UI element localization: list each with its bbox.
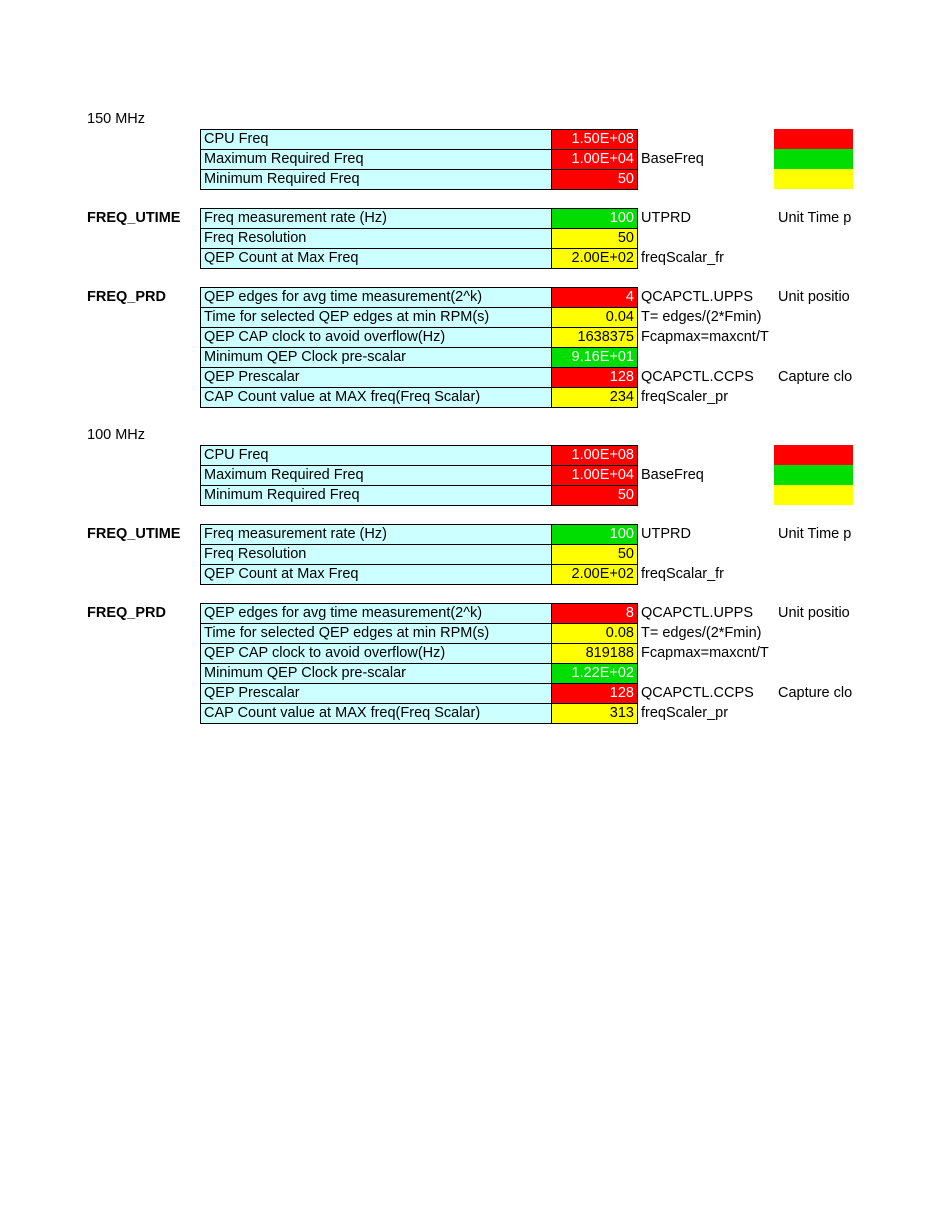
register-note: Fcapmax=maxcnt/T bbox=[641, 329, 769, 345]
table-row bbox=[200, 170, 638, 190]
table-row bbox=[200, 229, 638, 249]
description-note: Unit positio bbox=[778, 605, 850, 621]
param-value[interactable]: 128 bbox=[552, 684, 637, 703]
param-label[interactable]: Freq measurement rate (Hz) bbox=[201, 525, 552, 544]
param-label[interactable]: Maximum Required Freq bbox=[201, 466, 552, 485]
register-note: QCAPCTL.UPPS bbox=[641, 605, 753, 621]
table-row bbox=[200, 288, 638, 308]
param-value[interactable]: 128 bbox=[552, 368, 637, 387]
table-row bbox=[200, 308, 638, 328]
param-value[interactable]: 4 bbox=[552, 288, 637, 307]
param-value[interactable]: 50 bbox=[552, 545, 637, 564]
description-note: Capture clo bbox=[778, 369, 853, 385]
freq-table bbox=[200, 445, 638, 506]
table-row bbox=[200, 209, 638, 229]
param-label[interactable]: Time for selected QEP edges at min RPM(s) bbox=[201, 308, 552, 327]
register-note: QCAPCTL.UPPS bbox=[641, 289, 753, 305]
param-label[interactable]: Freq Resolution bbox=[201, 229, 552, 248]
prd-table bbox=[200, 287, 638, 408]
register-note: T= edges/(2*Fmin) bbox=[641, 309, 762, 325]
legend-swatch-green bbox=[774, 465, 853, 485]
param-value[interactable]: 0.08 bbox=[552, 624, 637, 643]
prd-table bbox=[200, 603, 638, 724]
param-value[interactable]: 2.00E+02 bbox=[552, 249, 637, 268]
param-label[interactable]: Minimum QEP Clock pre-scalar bbox=[201, 664, 552, 683]
legend-swatch-green bbox=[774, 149, 853, 169]
description-note: Unit positio bbox=[778, 289, 850, 305]
freq-prd-label: FREQ_PRD bbox=[87, 289, 166, 305]
table-row bbox=[200, 446, 638, 466]
param-label[interactable]: QEP edges for avg time measurement(2^k) bbox=[201, 288, 552, 307]
register-note: UTPRD bbox=[641, 210, 691, 226]
table-row bbox=[200, 368, 638, 388]
register-note: freqScaler_pr bbox=[641, 389, 729, 405]
table-row bbox=[200, 150, 638, 170]
param-label[interactable]: Maximum Required Freq bbox=[201, 150, 552, 169]
utime-table bbox=[200, 524, 638, 585]
register-note: UTPRD bbox=[641, 526, 691, 542]
param-value[interactable]: 0.04 bbox=[552, 308, 637, 327]
table-row bbox=[200, 348, 638, 368]
table-row bbox=[200, 466, 638, 486]
param-value[interactable]: 8 bbox=[552, 604, 637, 623]
table-row bbox=[200, 604, 638, 624]
param-label[interactable]: Time for selected QEP edges at min RPM(s) bbox=[201, 624, 552, 643]
register-note: QCAPCTL.CCPS bbox=[641, 369, 754, 385]
param-label[interactable]: QEP Prescalar bbox=[201, 684, 552, 703]
register-note: BaseFreq bbox=[641, 467, 704, 483]
freq-utime-label: FREQ_UTIME bbox=[87, 210, 181, 226]
table-row bbox=[200, 644, 638, 664]
param-value[interactable]: 9.16E+01 bbox=[552, 348, 637, 367]
freq-prd-label: FREQ_PRD bbox=[87, 605, 166, 621]
param-label[interactable]: Minimum Required Freq bbox=[201, 486, 552, 505]
table-row bbox=[200, 249, 638, 269]
legend-swatch-red bbox=[774, 129, 853, 149]
register-note: QCAPCTL.CCPS bbox=[641, 685, 754, 701]
table-row bbox=[200, 486, 638, 506]
legend-swatch-yellow bbox=[774, 485, 853, 505]
freq-table bbox=[200, 129, 638, 190]
table-row bbox=[200, 664, 638, 684]
param-label[interactable]: QEP edges for avg time measurement(2^k) bbox=[201, 604, 552, 623]
param-label[interactable]: Freq measurement rate (Hz) bbox=[201, 209, 552, 228]
param-label[interactable]: Minimum QEP Clock pre-scalar bbox=[201, 348, 552, 367]
table-row bbox=[200, 684, 638, 704]
param-value[interactable]: 1.50E+08 bbox=[552, 130, 637, 149]
register-note: Fcapmax=maxcnt/T bbox=[641, 645, 769, 661]
param-label[interactable]: QEP CAP clock to avoid overflow(Hz) bbox=[201, 644, 552, 663]
param-value[interactable]: 50 bbox=[552, 486, 637, 505]
register-note: BaseFreq bbox=[641, 151, 704, 167]
param-label[interactable]: QEP Prescalar bbox=[201, 368, 552, 387]
param-value[interactable]: 1.00E+08 bbox=[552, 446, 637, 465]
description-note: Unit Time p bbox=[778, 526, 852, 542]
table-row bbox=[200, 565, 638, 585]
description-note: Capture clo bbox=[778, 685, 853, 701]
param-label[interactable]: CPU Freq bbox=[201, 130, 552, 149]
param-value[interactable]: 234 bbox=[552, 388, 637, 407]
table-row bbox=[200, 328, 638, 348]
register-note: freqScaler_pr bbox=[641, 705, 729, 721]
table-row bbox=[200, 545, 638, 565]
register-note: freqScalar_fr bbox=[641, 250, 725, 266]
param-label[interactable]: QEP CAP clock to avoid overflow(Hz) bbox=[201, 328, 552, 347]
freq-utime-label: FREQ_UTIME bbox=[87, 526, 181, 542]
utime-table bbox=[200, 208, 638, 269]
table-row bbox=[200, 130, 638, 150]
param-value[interactable]: 819188 bbox=[552, 644, 637, 663]
param-label[interactable]: Freq Resolution bbox=[201, 545, 552, 564]
register-note: T= edges/(2*Fmin) bbox=[641, 625, 762, 641]
param-label[interactable]: CAP Count value at MAX freq(Freq Scalar) bbox=[201, 388, 552, 407]
table-row bbox=[200, 624, 638, 644]
param-value[interactable]: 1.00E+04 bbox=[552, 466, 637, 485]
description-note: Unit Time p bbox=[778, 210, 852, 226]
param-label[interactable]: CPU Freq bbox=[201, 446, 552, 465]
register-note: freqScalar_fr bbox=[641, 566, 725, 582]
table-row bbox=[200, 704, 638, 724]
param-value[interactable]: 1638375 bbox=[552, 328, 637, 347]
legend-swatch-red bbox=[774, 445, 853, 465]
param-value[interactable]: 50 bbox=[552, 170, 637, 189]
param-label[interactable]: QEP Count at Max Freq bbox=[201, 565, 552, 584]
param-value[interactable]: 1.22E+02 bbox=[552, 664, 637, 683]
section-title: 100 MHz bbox=[87, 427, 146, 443]
legend-swatch-yellow bbox=[774, 169, 853, 189]
param-value[interactable]: 313 bbox=[552, 704, 637, 723]
table-row bbox=[200, 525, 638, 545]
param-value[interactable]: 50 bbox=[552, 229, 637, 248]
param-label[interactable]: QEP Count at Max Freq bbox=[201, 249, 552, 268]
param-value[interactable]: 2.00E+02 bbox=[552, 565, 637, 584]
param-value[interactable]: 100 bbox=[552, 525, 637, 544]
section-title: 150 MHz bbox=[87, 111, 146, 127]
param-value[interactable]: 1.00E+04 bbox=[552, 150, 637, 169]
param-value[interactable]: 100 bbox=[552, 209, 637, 228]
param-label[interactable]: Minimum Required Freq bbox=[201, 170, 552, 189]
param-label[interactable]: CAP Count value at MAX freq(Freq Scalar) bbox=[201, 704, 552, 723]
table-row bbox=[200, 388, 638, 408]
